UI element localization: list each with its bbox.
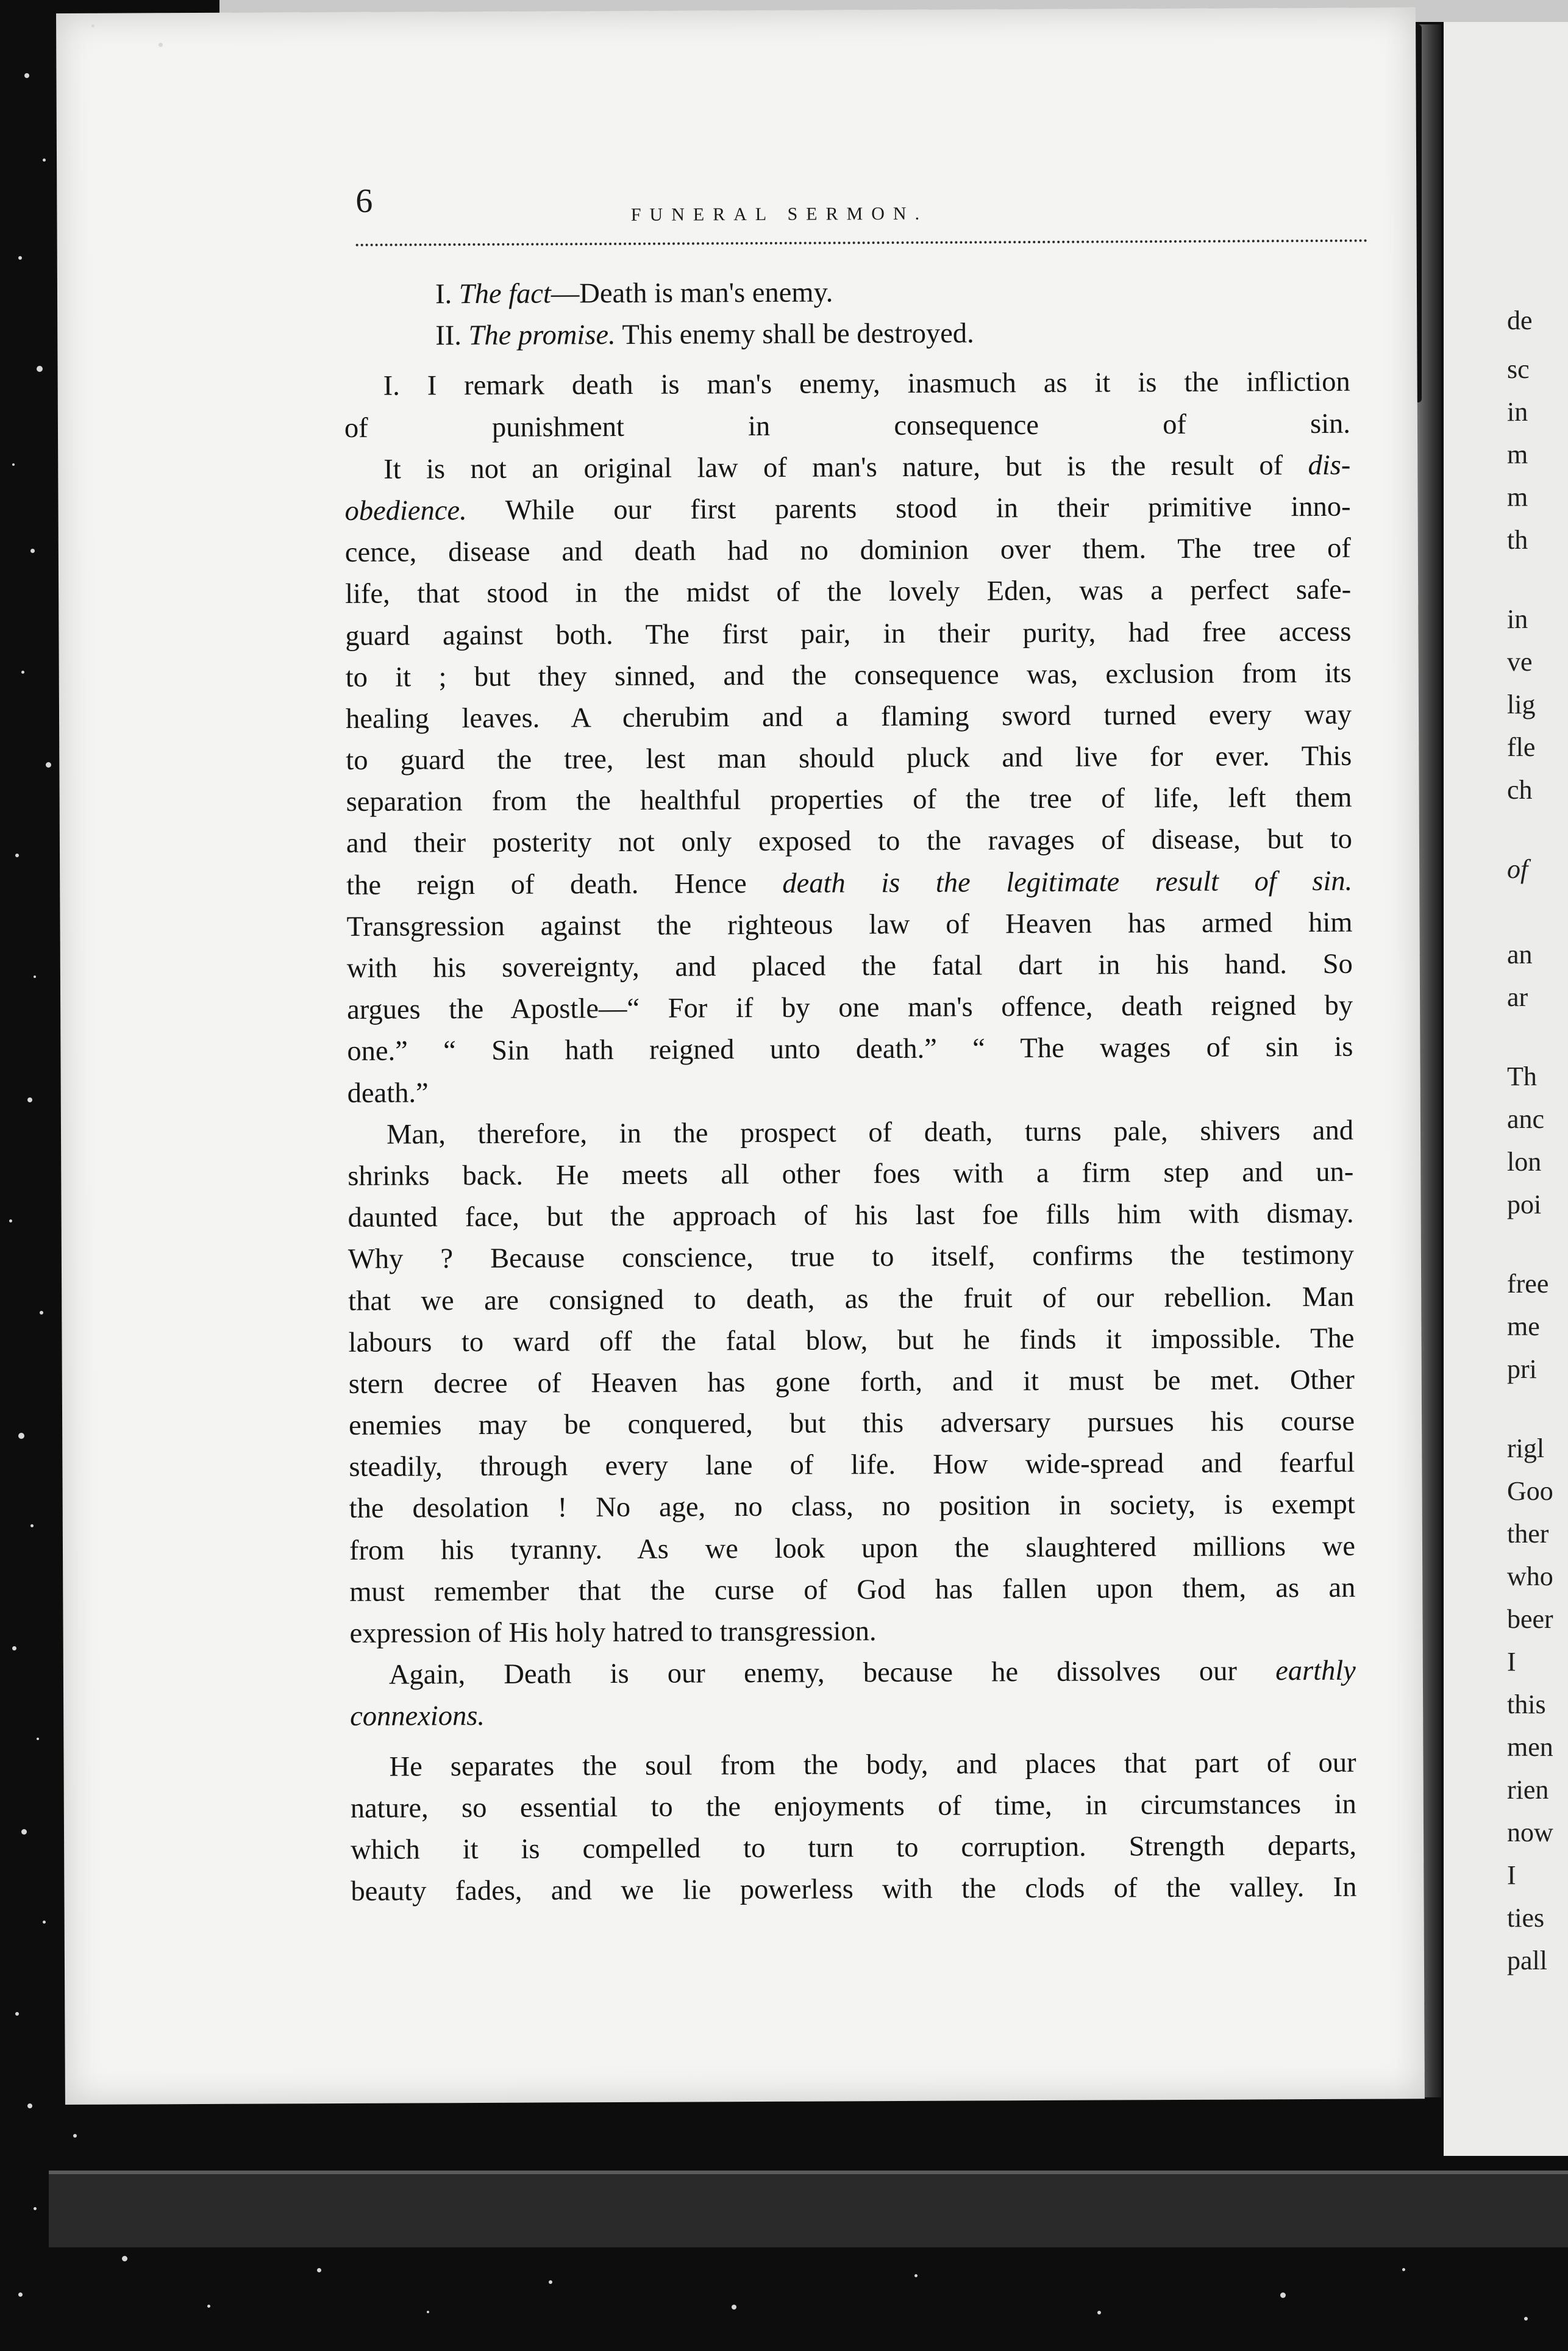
facing-page-fragment: in bbox=[1507, 604, 1528, 634]
text-run: one.” “ Sin hath reigned unto death.” “ The wages of sin is bbox=[347, 1032, 1353, 1068]
text-line bbox=[347, 1068, 1353, 1114]
text-run: must remember that the curse of God has fallen upon them, as an bbox=[349, 1572, 1356, 1608]
text-line bbox=[346, 694, 1352, 740]
scan-noise-speck bbox=[27, 2103, 32, 2108]
text-line bbox=[347, 1193, 1353, 1239]
scan-noise-speck bbox=[12, 1646, 16, 1650]
scan-noise-speck bbox=[37, 366, 43, 372]
facing-page-fragment: I bbox=[1507, 1647, 1516, 1677]
underlying-sheet-bottom-edge bbox=[49, 2171, 1568, 2247]
text-run: the desolation ! No age, no class, no position in society, is exempt bbox=[349, 1489, 1355, 1525]
scan-noise-speck bbox=[91, 24, 94, 27]
scan-noise-speck bbox=[43, 1921, 46, 1924]
text-run: stern decree of Heaven has gone forth, and it must be met. Other bbox=[348, 1364, 1355, 1400]
outline-label: The promise. bbox=[468, 319, 616, 352]
text-line bbox=[344, 444, 1350, 490]
text-run: and their posterity not only exposed to the ravages of disease, but to bbox=[346, 824, 1353, 860]
text-line bbox=[346, 652, 1352, 698]
text-run: While our first parents stood in their primitive inno- bbox=[466, 491, 1351, 527]
text-run: shrinks back. He meets all other foes with a firm step and un- bbox=[347, 1156, 1354, 1192]
text-run: which it is compelled to turn to corruption. Strength departs, bbox=[351, 1830, 1357, 1866]
outline-item-2 bbox=[344, 312, 1350, 357]
text-line bbox=[346, 736, 1352, 782]
italic-phrase: dis- bbox=[1308, 449, 1351, 481]
text-line bbox=[345, 569, 1351, 615]
scan-noise-speck bbox=[9, 1219, 12, 1222]
facing-page-fragment: ther bbox=[1507, 1519, 1549, 1549]
facing-page-fragment: fle bbox=[1507, 732, 1536, 762]
outline-label: The fact bbox=[458, 278, 551, 310]
scan-noise-speck bbox=[732, 2305, 736, 2310]
facing-page-fragment: I bbox=[1507, 1860, 1516, 1890]
scan-noise-speck bbox=[159, 43, 163, 47]
facing-page-fragment: sc bbox=[1507, 354, 1530, 384]
facing-page-fragment: Goo bbox=[1507, 1476, 1553, 1506]
scan-noise-speck bbox=[18, 256, 22, 260]
scan-noise-speck bbox=[317, 2268, 321, 2272]
text-line bbox=[345, 528, 1351, 574]
text-run: death.” bbox=[347, 1077, 429, 1109]
facing-page-fragment: rigl bbox=[1507, 1433, 1545, 1463]
text-line bbox=[349, 1568, 1355, 1613]
text-line bbox=[345, 611, 1351, 657]
scan-noise-speck bbox=[40, 1311, 43, 1315]
italic-phrase: connexions. bbox=[350, 1700, 485, 1733]
text-run: I. I remark death is man's enemy, inasmuch as it is the infliction bbox=[383, 366, 1350, 402]
facing-page-fragment: Th bbox=[1507, 1061, 1537, 1091]
text-run: It is not an original law of man's nature, but is the result of bbox=[383, 449, 1308, 485]
text-line bbox=[346, 860, 1352, 906]
text-line bbox=[347, 1027, 1353, 1072]
scan-noise-speck bbox=[207, 2305, 210, 2308]
outline-numeral: II. bbox=[435, 320, 462, 352]
facing-page-fragment: ch bbox=[1507, 775, 1533, 805]
text-run: that we are consigned to death, as the fruit of our rebellion. Man bbox=[348, 1281, 1355, 1317]
sermon-text bbox=[344, 270, 1357, 1913]
facing-page-fragment: pall bbox=[1507, 1946, 1547, 1975]
running-head: FUNERAL SERMON. bbox=[630, 203, 928, 225]
facing-page-fragment: lig bbox=[1507, 690, 1536, 719]
facing-page-fragment: ve bbox=[1507, 647, 1533, 677]
text-line bbox=[349, 1360, 1355, 1405]
italic-phrase: obedience. bbox=[344, 495, 467, 527]
facing-page-fragment: th bbox=[1507, 525, 1528, 555]
text-line bbox=[346, 902, 1352, 948]
text-line bbox=[347, 944, 1353, 990]
text-line bbox=[349, 1443, 1355, 1488]
facing-page-fragment: men bbox=[1507, 1732, 1553, 1762]
text-line bbox=[346, 777, 1352, 823]
scan-noise-speck bbox=[73, 2134, 77, 2138]
scan-noise-speck bbox=[1524, 2317, 1528, 2321]
text-line bbox=[347, 1152, 1353, 1197]
scan-noise-speck bbox=[34, 976, 36, 978]
text-line bbox=[346, 819, 1352, 865]
scan-noise-speck bbox=[18, 2292, 23, 2297]
facing-page-fragment: anc bbox=[1507, 1104, 1545, 1134]
text-run: enemies may be conquered, but this adversary pursues his course bbox=[349, 1405, 1355, 1441]
outline-text: —Death is man's enemy. bbox=[551, 277, 833, 310]
scan-noise-speck bbox=[122, 2256, 127, 2261]
facing-page-fragment: rien bbox=[1507, 1775, 1549, 1805]
facing-page-fragment: ar bbox=[1507, 982, 1528, 1012]
text-line bbox=[349, 1609, 1355, 1655]
facing-page-fragment: of bbox=[1507, 854, 1528, 884]
text-run: from his tyranny. As we look upon the slaughtered millions we bbox=[349, 1530, 1356, 1566]
facing-page-fragment: poi bbox=[1507, 1190, 1542, 1219]
paragraph-lines bbox=[344, 362, 1357, 1913]
scan-noise-speck bbox=[12, 463, 15, 466]
text-line bbox=[347, 985, 1353, 1031]
text-run: expression of His holy hatred to transgression. bbox=[349, 1616, 877, 1649]
text-line bbox=[351, 1867, 1356, 1913]
text-run: argues the Apostle—“ For if by one man's offence, death reigned by bbox=[347, 990, 1353, 1026]
scan-noise-speck bbox=[37, 1738, 39, 1740]
text-line bbox=[350, 1742, 1356, 1788]
scan-noise-speck bbox=[427, 2311, 429, 2313]
facing-page-fragment: ties bbox=[1507, 1903, 1545, 1933]
scan-noise-speck bbox=[46, 762, 51, 768]
text-run: steadily, through every lane of life. How wide-spread and fearful bbox=[349, 1447, 1355, 1483]
text-line bbox=[350, 1692, 1356, 1738]
scan-noise-speck bbox=[27, 1097, 32, 1102]
text-line bbox=[344, 362, 1350, 407]
scan-noise-speck bbox=[1402, 2268, 1405, 2271]
text-line bbox=[349, 1525, 1355, 1571]
facing-page-fragment: pri bbox=[1507, 1354, 1537, 1384]
text-line bbox=[348, 1318, 1354, 1363]
text-line bbox=[349, 1401, 1355, 1447]
text-run: Man, therefore, in the prospect of death, turns pale, shivers and bbox=[386, 1115, 1354, 1151]
outline-text: This enemy shall be destroyed. bbox=[622, 318, 974, 351]
text-line bbox=[351, 1783, 1356, 1829]
text-line bbox=[348, 1276, 1354, 1322]
facing-page-fragment: m bbox=[1507, 482, 1528, 512]
text-run: cence, disease and death had no dominion over them. The tree of bbox=[344, 532, 1351, 569]
facing-page-fragment: who bbox=[1507, 1561, 1553, 1591]
italic-phrase: earthly bbox=[1275, 1655, 1356, 1687]
facing-page-fragment: de bbox=[1507, 305, 1533, 335]
facing-page-fragment: me bbox=[1507, 1311, 1540, 1341]
scan-noise-speck bbox=[21, 1829, 27, 1835]
facing-page-fragment: lon bbox=[1507, 1147, 1542, 1177]
facing-page-fragment: beer bbox=[1507, 1604, 1553, 1634]
text-line bbox=[348, 1235, 1354, 1280]
facing-page-fragment: this bbox=[1507, 1689, 1546, 1719]
text-run: beauty fades, and we lie powerless with the clods of the valley. In bbox=[351, 1871, 1357, 1908]
text-run: the reign of death. Hence bbox=[346, 868, 783, 901]
scan-noise-speck bbox=[21, 671, 24, 674]
outline-item-1 bbox=[344, 270, 1350, 316]
scan-noise-speck bbox=[24, 73, 29, 78]
scan-noise-speck bbox=[1097, 2311, 1101, 2314]
scan-noise-speck bbox=[549, 2280, 552, 2284]
text-line bbox=[344, 487, 1350, 532]
facing-page-fragment: now bbox=[1507, 1818, 1553, 1847]
facing-page-fragment: in bbox=[1507, 397, 1528, 427]
text-run: labours to ward off the fatal blow, but he finds it impossible. The bbox=[348, 1322, 1355, 1358]
outline-numeral: I. bbox=[435, 279, 452, 310]
scan-noise-speck bbox=[34, 2207, 37, 2210]
text-run: separation from the healthful properties of the tree of life, left them bbox=[346, 782, 1352, 818]
scan-noise-speck bbox=[1280, 2292, 1286, 2298]
text-run: guard against both. The first pair, in their purity, had free access bbox=[345, 616, 1352, 652]
scan-noise-speck bbox=[914, 2274, 918, 2277]
text-run: daunted face, but the approach of his last foe fills him with dismay. bbox=[347, 1197, 1354, 1234]
text-run: healing leaves. A cherubim and a flaming sword turned every way bbox=[345, 699, 1352, 735]
text-run: life, that stood in the midst of the lovely Eden, was a perfect safe- bbox=[345, 574, 1352, 610]
scan-noise-speck bbox=[30, 1524, 34, 1527]
text-line bbox=[349, 1484, 1355, 1530]
facing-page-fragment: m bbox=[1507, 440, 1528, 469]
text-line bbox=[350, 1650, 1356, 1696]
text-run: of punishment in consequence of sin. bbox=[344, 408, 1351, 444]
header-rule bbox=[356, 240, 1368, 246]
text-line bbox=[344, 403, 1350, 449]
scan-noise-speck bbox=[15, 2012, 19, 2016]
scan-noise-speck bbox=[30, 549, 35, 553]
text-run: Again, Death is our enemy, because he dissolves our bbox=[388, 1655, 1276, 1691]
text-run: to it ; but they sinned, and the consequence was, exclusion from its bbox=[345, 657, 1352, 693]
facing-page-fragment: an bbox=[1507, 940, 1533, 969]
scan-noise-speck bbox=[18, 1433, 24, 1439]
text-run: He separates the soul from the body, and places that part of our bbox=[389, 1747, 1356, 1783]
text-line bbox=[347, 1110, 1353, 1155]
italic-phrase: death is the legitimate result of sin. bbox=[782, 865, 1353, 899]
book-page bbox=[56, 7, 1425, 2105]
text-run: nature, so essential to the enjoyments of time, in circumstances in bbox=[350, 1788, 1356, 1824]
text-run: to guard the tree, lest man should pluck and live for ever. This bbox=[346, 740, 1352, 776]
page-number: 6 bbox=[355, 182, 373, 220]
text-run: with his sovereignty, and placed the fatal dart in his hand. So bbox=[346, 948, 1353, 984]
text-line bbox=[351, 1825, 1356, 1871]
scan-noise-speck bbox=[43, 159, 46, 162]
text-run: Transgression against the righteous law of Heaven has armed him bbox=[346, 907, 1353, 943]
scan-noise-speck bbox=[15, 854, 19, 857]
facing-page-fragment: free bbox=[1507, 1269, 1549, 1299]
text-run: Why ? Because conscience, true to itself, confirms the testimony bbox=[347, 1240, 1355, 1275]
